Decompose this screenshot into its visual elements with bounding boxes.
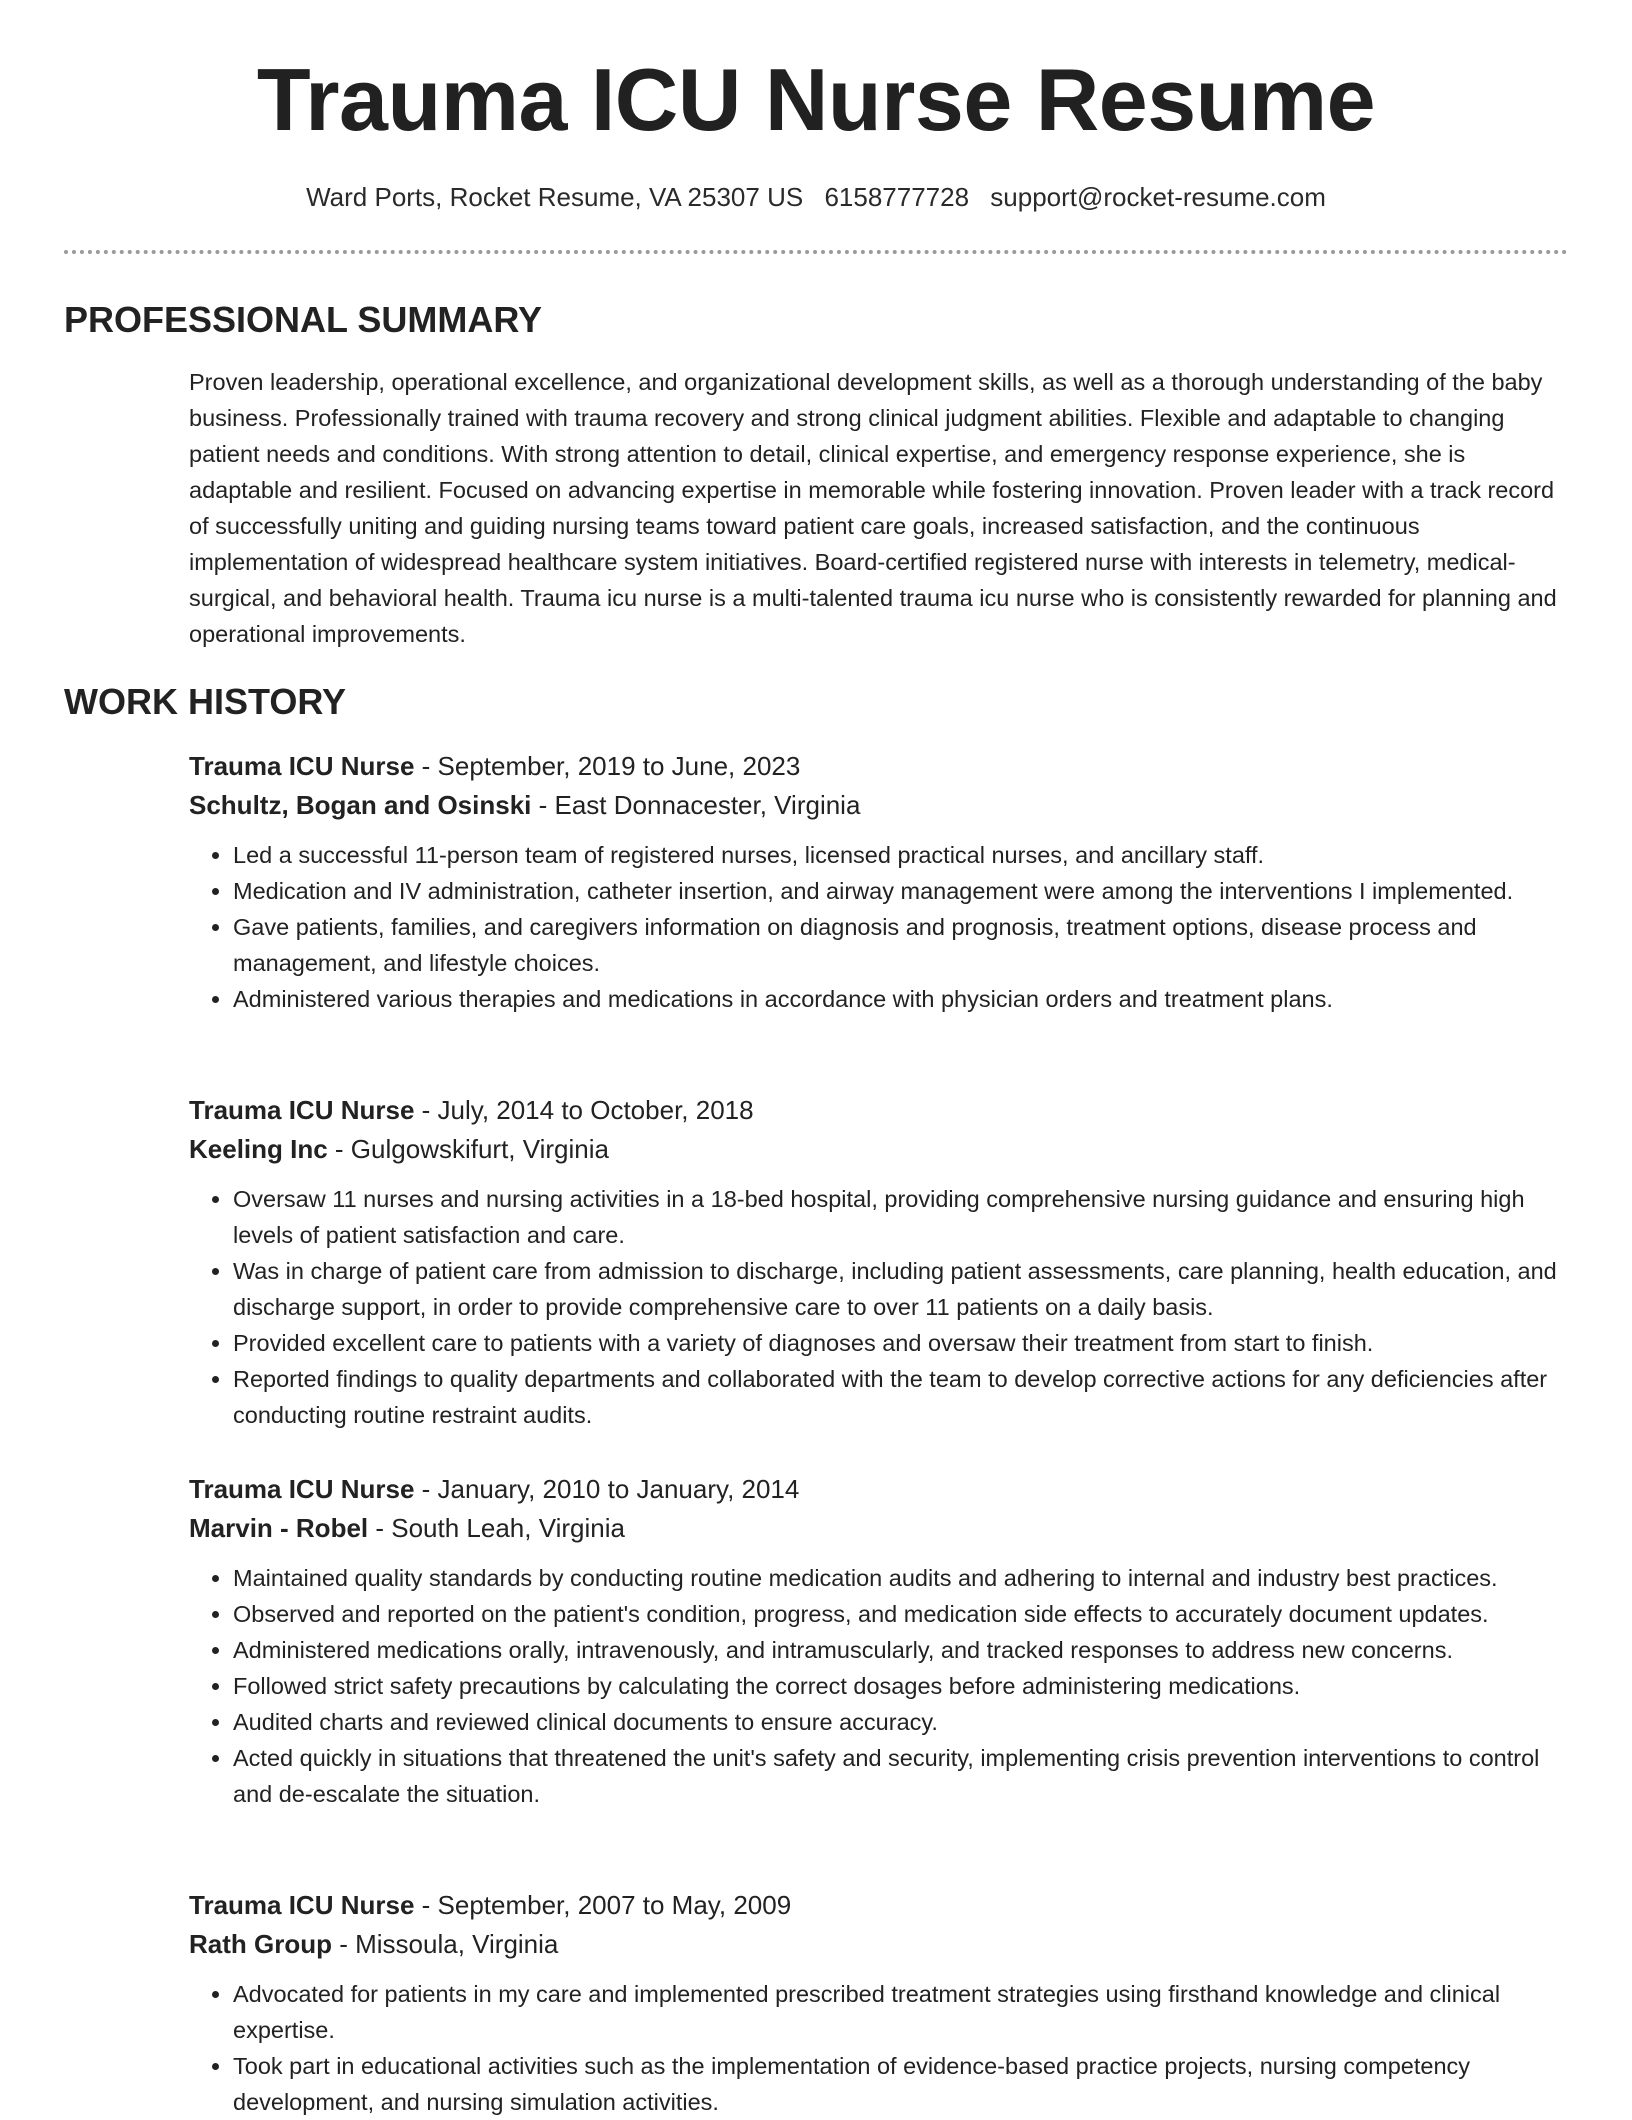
job-bullet: • Gave patients, families, and caregivers information on diagnosis and prognosis, treatment options, disease process and management, and lifestyle choices. — [233, 909, 1569, 981]
job-bullet: • Provided excellent care to patients with a variety of diagnoses and oversaw their treatment from start to finish. — [233, 1325, 1569, 1361]
job-bullet: • Followed strict safety precautions by calculating the correct dosages before administering medications. — [233, 1668, 1569, 1704]
job-company-line — [189, 786, 1569, 825]
job-bullet: • Maintained quality standards by conducting routine medication audits and adhering to internal and industry best practices. — [233, 1560, 1569, 1596]
job-company-line — [189, 1925, 1569, 1964]
job-location: - Missoula, Virginia — [332, 1929, 559, 1959]
job-bullet: • Reported findings to quality departments and collaborated with the team to develop corrective actions for any deficiencies after conducting routine restraint audits. — [233, 1361, 1569, 1433]
job-bullet: • Took part in educational activities such as the implementation of evidence-based practice projects, nursing competency development, and nursing simulation activities. — [233, 2048, 1569, 2120]
summary-heading: PROFESSIONAL SUMMARY — [64, 299, 543, 340]
job-entry — [189, 1470, 1569, 1812]
job-company: Keeling Inc — [189, 1134, 328, 1164]
job-bullet: • Observed and reported on the patient's condition, progress, and medication side effects to accurately document updates. — [233, 1596, 1569, 1632]
job-dates: - July, 2014 to October, 2018 — [414, 1095, 754, 1125]
job-title: Trauma ICU Nurse — [189, 1890, 415, 1920]
job-company: Marvin - Robel — [189, 1513, 369, 1543]
job-title: Trauma ICU Nurse — [189, 751, 415, 781]
job-bullet: • Advocated for patients in my care and implemented prescribed treatment strategies using firsthand knowledge and clinical expertise. — [233, 1976, 1569, 2048]
contact-line — [0, 182, 1632, 213]
job-title: Trauma ICU Nurse — [189, 1095, 415, 1125]
job-entry — [189, 747, 1569, 1017]
job-bullets — [189, 1976, 1569, 2120]
job-dates: - September, 2007 to May, 2009 — [414, 1890, 792, 1920]
job-bullet: • Led a successful 11-person team of registered nurses, licensed practical nurses, and ancillary staff. — [233, 837, 1569, 873]
job-bullet: • Oversaw 11 nurses and nursing activities in a 18-bed hospital, providing comprehensive nursing guidance and ensuring high levels of patient satisfaction and care. — [233, 1181, 1569, 1253]
job-title-line — [189, 747, 1569, 786]
job-dates: - September, 2019 to June, 2023 — [414, 751, 801, 781]
job-bullet: • Audited charts and reviewed clinical documents to ensure accuracy. — [233, 1704, 1569, 1740]
job-bullets — [189, 1181, 1569, 1433]
job-company: Schultz, Bogan and Osinski — [189, 790, 532, 820]
job-company-line — [189, 1509, 1569, 1548]
job-dates: - January, 2010 to January, 2014 — [414, 1474, 800, 1504]
resume-title: Trauma ICU Nurse Resume — [256, 50, 1376, 149]
job-location: - South Leah, Virginia — [368, 1513, 625, 1543]
job-location: - Gulgowskifurt, Virginia — [327, 1134, 609, 1164]
summary-text: Proven leadership, operational excellence, and organizational development skills, as well as a thorough understanding of the baby business. Professionally trained with trauma recovery and strong clinical judgment abilities. Flexible and adaptable to changing patient needs and conditions. With strong attention to detail, clinical expertise, and emergency response experience, she is adaptable and resilient. Focused on advancing expertise in memorable while fostering innovation. Proven leader with a track record of successfully uniting and guiding nursing teams toward patient care goals, increased satisfaction, and the continuous implementation of widespread healthcare system initiatives. Board-certified registered nurse with interests in telemetry, medical-surgical, and behavioral health. Trauma icu nurse is a multi-talented trauma icu nurse who is consistently rewarded for planning and operational improvements. — [189, 369, 1557, 647]
job-bullet: • Medication and IV administration, catheter insertion, and airway management were among the interventions I implemented. — [233, 873, 1569, 909]
job-location: - East Donnacester, Virginia — [531, 790, 861, 820]
job-title-line — [189, 1091, 1569, 1130]
job-title-line — [189, 1470, 1569, 1509]
job-title-line — [189, 1886, 1569, 1925]
job-bullet: • Administered various therapies and medications in accordance with physician orders and treatment plans. — [233, 981, 1569, 1017]
job-bullet: • Acted quickly in situations that threatened the unit's safety and security, implementing crisis prevention interventions to control and de-escalate the situation. — [233, 1740, 1569, 1812]
contact-email: support@rocket-resume.com — [990, 182, 1326, 212]
contact-phone: 6158777728 — [824, 182, 970, 212]
job-bullet: • Was in charge of patient care from admission to discharge, including patient assessments, care planning, health education, and discharge support, in order to provide comprehensive care to over 11 patients on a daily basis. — [233, 1253, 1569, 1325]
job-bullets — [189, 837, 1569, 1017]
work-history-heading: WORK HISTORY — [64, 681, 347, 722]
job-company-line — [189, 1130, 1569, 1169]
contact-address: Ward Ports, Rocket Resume, VA 25307 US — [306, 182, 804, 212]
job-bullet: • Administered medications orally, intravenously, and intramuscularly, and tracked responses to address new concerns. — [233, 1632, 1569, 1668]
job-company: Rath Group — [189, 1929, 332, 1959]
header-divider — [64, 250, 1568, 254]
job-entry — [189, 1091, 1569, 1433]
job-entry — [189, 1886, 1569, 2120]
job-title: Trauma ICU Nurse — [189, 1474, 415, 1504]
job-bullets — [189, 1560, 1569, 1812]
